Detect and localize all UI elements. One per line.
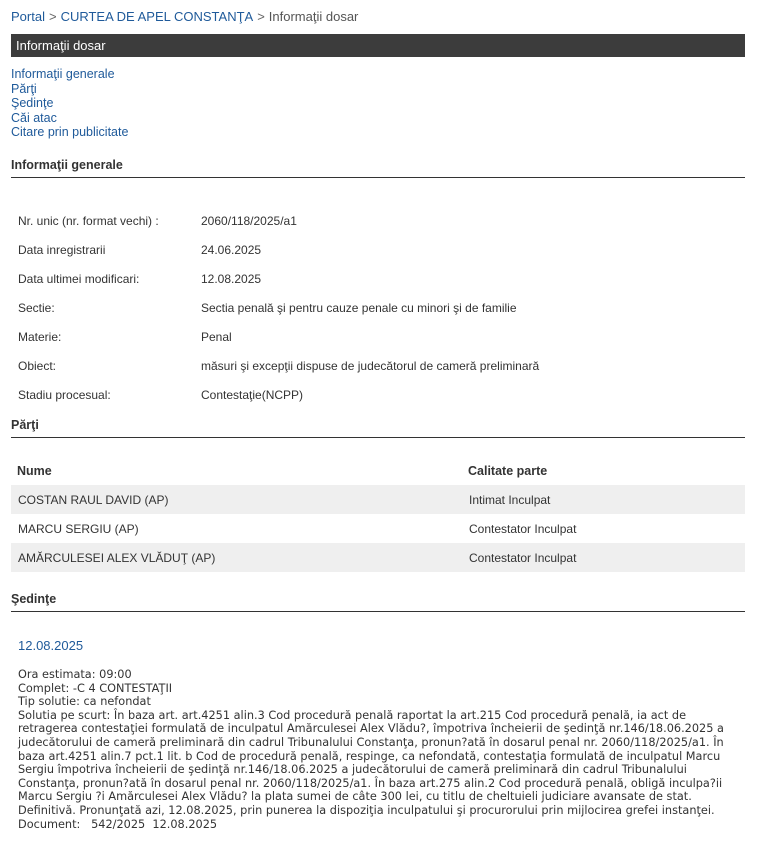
info-row bbox=[18, 235, 539, 264]
column-header-role: Calitate parte bbox=[468, 463, 548, 478]
info-row bbox=[18, 351, 539, 380]
info-value: 12.08.2025 bbox=[201, 271, 262, 286]
info-value: măsuri şi excepţii dispuse de judecătorul de cameră preliminară bbox=[201, 358, 540, 373]
info-value: 24.06.2025 bbox=[201, 242, 262, 257]
parties-header-row bbox=[11, 456, 745, 485]
table-row bbox=[11, 514, 745, 543]
info-value: 2060/118/2025/a1 bbox=[201, 213, 297, 228]
party-role: Intimat Inculpat bbox=[468, 485, 745, 514]
parties-table bbox=[11, 456, 745, 572]
nav-link-sessions[interactable]: Şedinţe bbox=[11, 96, 54, 110]
info-label: Data ultimei modificari: bbox=[18, 271, 140, 286]
parties-heading: Părţi bbox=[11, 418, 745, 438]
session-document: Document: 542/2025 12.08.2025 bbox=[18, 817, 218, 831]
breadcrumb-current: Informaţii dosar bbox=[268, 9, 359, 24]
breadcrumb-separator: > bbox=[257, 9, 265, 24]
session-time: Ora estimata: 09:00 bbox=[18, 668, 132, 681]
nav-link-general-info[interactable]: Informaţii generale bbox=[11, 67, 115, 81]
column-header-name: Nume bbox=[17, 463, 52, 478]
info-label: Materie: bbox=[18, 329, 62, 344]
general-info-table bbox=[18, 206, 539, 409]
nav-link-public-summons[interactable]: Citare prin publicitate bbox=[11, 125, 129, 139]
info-label: Sectie: bbox=[18, 300, 55, 315]
info-row bbox=[18, 206, 539, 235]
table-row bbox=[11, 543, 745, 572]
party-name: COSTAN RAUL DAVID (AP) bbox=[11, 485, 468, 514]
info-row bbox=[18, 293, 539, 322]
party-name: AMĂRCULESEI ALEX VLĂDUŢ (AP) bbox=[11, 543, 468, 572]
session-solution-type: Tip solutie: ca nefondat bbox=[18, 695, 151, 709]
info-label: Nr. unic (nr. format vechi) : bbox=[18, 213, 159, 228]
info-value: Sectia penală şi pentru cauze penale cu minori şi de familie bbox=[201, 300, 517, 315]
nav-link-parties[interactable]: Părţi bbox=[11, 81, 37, 96]
nav-link-appeals[interactable]: Căi atac bbox=[11, 110, 57, 125]
breadcrumb-portal-link[interactable]: Portal bbox=[11, 9, 45, 24]
breadcrumb-court-link[interactable]: CURTEA DE APEL CONSTANŢA bbox=[60, 9, 254, 24]
info-row bbox=[18, 322, 539, 351]
session-details bbox=[18, 668, 733, 831]
page-title-bar: Informaţii dosar bbox=[11, 34, 745, 57]
breadcrumb bbox=[11, 9, 358, 24]
info-label: Data inregistrarii bbox=[18, 242, 106, 257]
party-role: Contestator Inculpat bbox=[468, 543, 745, 572]
info-label: Stadiu procesual: bbox=[18, 387, 111, 402]
info-label: Obiect: bbox=[18, 358, 57, 373]
session-panel: Complet: -C 4 CONTESTAŢII bbox=[18, 681, 173, 695]
info-value: Penal bbox=[201, 329, 232, 344]
session-solution-summary: Solutia pe scurt: În baza art. art.4251 alin.3 Cod procedură penală raportat la art.215 Cod procedură penală, ia act de retragerea contestaţiei formulată de inculpatul Amărculesei Alex Vlădu?, împotriva încheierii de şedinţă nr.146/18.06.2025 a judecătorului de cameră preliminară din cadrul Tribunalului Constanţa, pronun?ată în dosarul penal nr. 2060/118/2025/a1. În baza art.4251 alin.7 pct.1 lit. b Cod de procedură penală, respinge, ca nefondată, contestaţia formulată de inculpatul Marcu Sergiu împotriva încheierii de şedinţă nr.146/18.06.2025 a judecătorului de cameră preliminară din cadrul Tribunalului Constanţa, pronun?ată în dosarul penal nr. 2060/118/2025/a1. În baza art.275 alin.2 Cod procedură penală, obligă inculpa?ii Marcu Sergiu ?i Amărculesei Alex Vlădu? la plata sumei de câte 300 lei, cu titlu de cheltuieli judiciare avansate de stat. Definitivă. Pronunţată azi, 12.08.2025, prin punerea la dispoziţia inculpatului şi procurorului prin mijlocirea grefei instanţei. bbox=[18, 708, 724, 817]
general-info-heading: Informaţii generale bbox=[11, 158, 745, 178]
party-role: Contestator Inculpat bbox=[469, 521, 577, 536]
info-value: Contestaţie(NCPP) bbox=[201, 387, 304, 402]
sessions-heading: Şedinţe bbox=[11, 592, 745, 612]
session-date: 12.08.2025 bbox=[18, 638, 84, 653]
section-nav bbox=[11, 67, 128, 140]
info-row bbox=[18, 380, 539, 409]
table-row bbox=[11, 485, 745, 514]
info-row bbox=[18, 264, 539, 293]
party-name: MARCU SERGIU (AP) bbox=[18, 521, 139, 536]
breadcrumb-separator: > bbox=[48, 9, 57, 24]
